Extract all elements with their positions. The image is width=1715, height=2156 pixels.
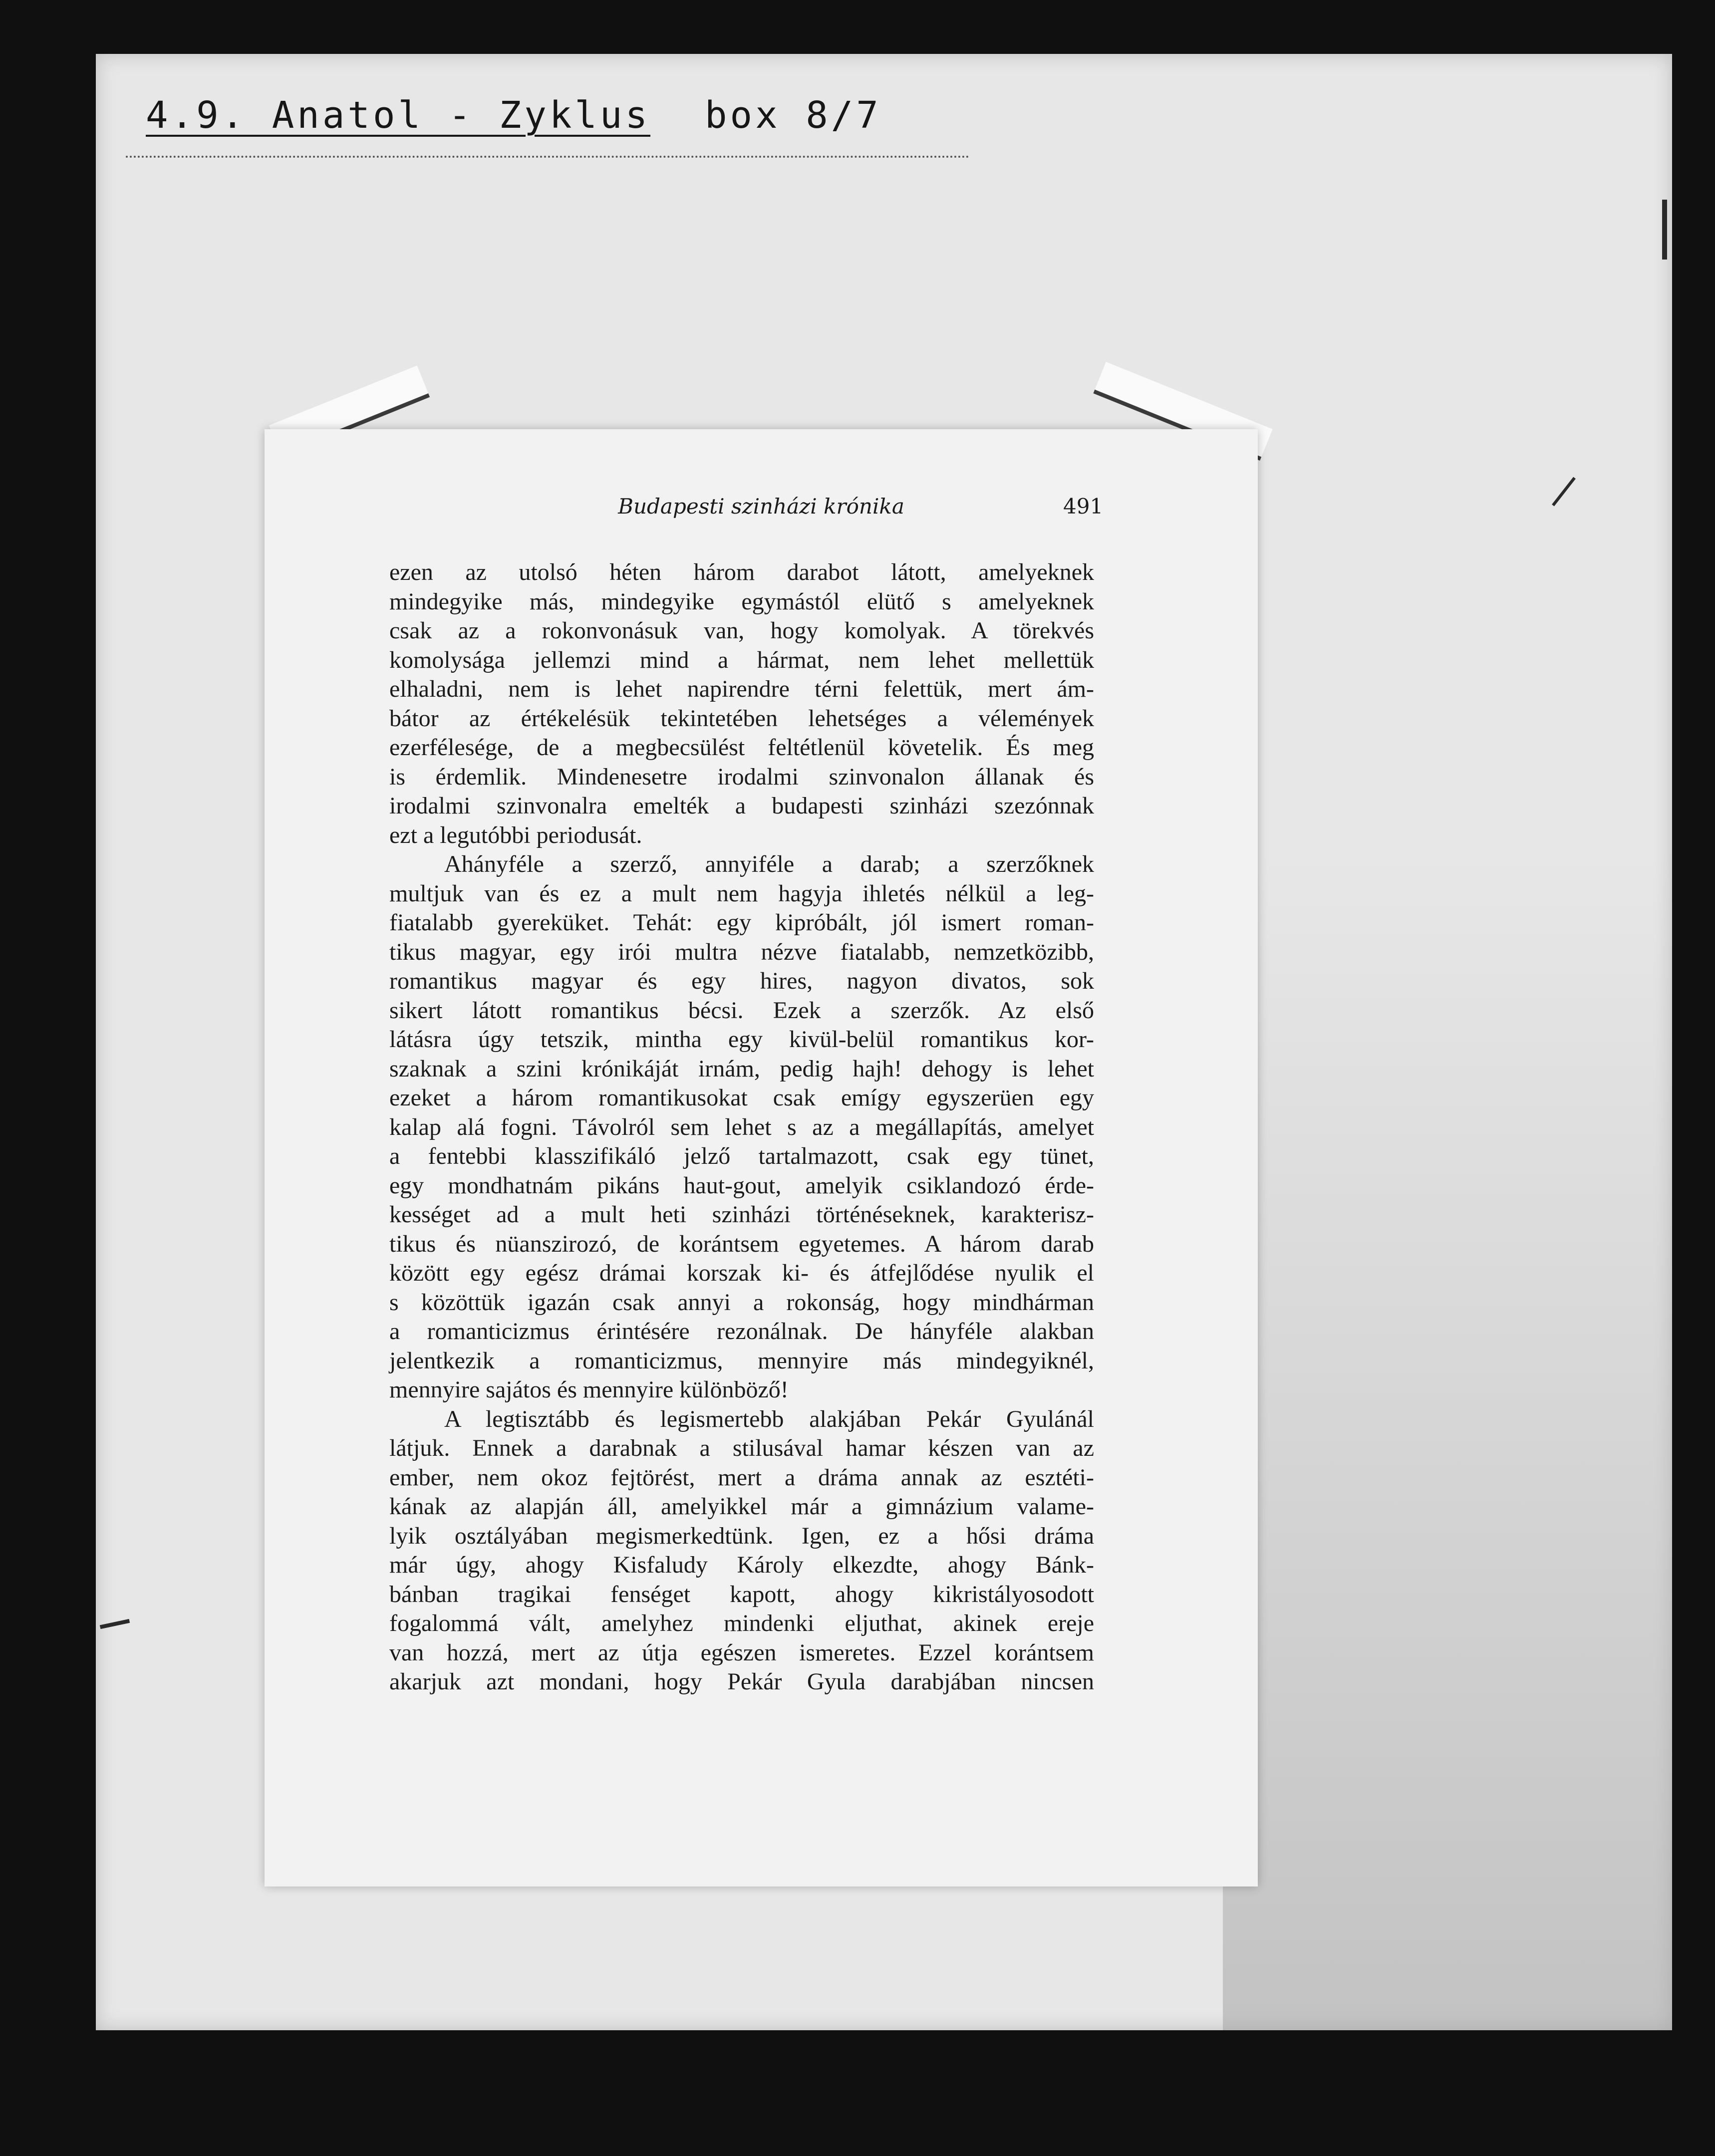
text-line: csak az a rokonvonásuk van, hogy komolyak. A törekvés <box>389 617 1094 644</box>
text-line: tikus és nüanszirozó, de korántsem egyetemes. A három darab <box>389 1230 1094 1257</box>
text-line: irodalmi szinvonalra emelték a budapesti szinházi szezónnak <box>389 793 1094 819</box>
text-line: van hozzá, mert az útja egészen ismeretes. Ezzel korántsem <box>389 1639 1094 1666</box>
archive-title: 4.9. Anatol - Zyklus <box>146 94 651 137</box>
text-line: egy mondhatnám pikáns haut-gout, amelyik csiklandozó érde- <box>389 1172 1094 1199</box>
text-line: sikert látott romantikus bécsi. Ezek a szerzők. Az első <box>389 997 1094 1024</box>
text-line: Ahányféle a szerző, annyiféle a darab; a szerzőknek <box>444 851 1094 877</box>
text-line: is érdemlik. Mindenesetre irodalmi szinvonalon állanak és <box>389 763 1094 790</box>
text-line: ezen az utolsó héten három darabot látott, amelyeknek <box>389 559 1094 585</box>
running-head: Budapesti szinházi krónika <box>618 494 904 519</box>
text-line: ember, nem okoz fejtörést, mert a dráma annak az esztéti- <box>389 1464 1094 1491</box>
text-line: lyik osztályában megismerkedtünk. Igen, ez a hősi dráma <box>389 1522 1094 1549</box>
text-line: s közöttük igazán csak annyi a rokonság, hogy mindhárman <box>389 1289 1094 1316</box>
scan-shading <box>1223 852 1672 2030</box>
body-text <box>389 558 1094 1697</box>
text-line: komolysága jellemzi mind a hármat, nem lehet mellettük <box>389 646 1094 673</box>
text-line: kának az alapján áll, amelyikkel már a gimnázium valame- <box>389 1493 1094 1520</box>
header-divider <box>126 156 969 158</box>
text-line: kességet ad a mult heti szinházi történéseknek, karakterisz- <box>389 1201 1094 1228</box>
text-line: fiatalabb gyereküket. Tehát: egy kipróbált, jól ismert roman- <box>389 909 1094 936</box>
text-line: már úgy, ahogy Kisfaludy Károly elkezdte, ahogy Bánk- <box>389 1552 1094 1578</box>
page-number: 491 <box>1063 494 1104 519</box>
text-line: szaknak a szini krónikáját irnám, pedig hajh! dehogy is lehet <box>389 1055 1094 1082</box>
archive-box-number: box 8/7 <box>705 94 881 137</box>
text-line: ezt a legutóbbi periodusát. <box>389 821 642 848</box>
text-line: a fentebbi klasszifikáló jelző tartalmazott, csak egy tünet, <box>389 1143 1094 1169</box>
text-line: mindegyike más, mindegyike egymástól elütő s amelyeknek <box>389 588 1094 615</box>
text-line: kalap alá fogni. Távolról sem lehet s az a megállapítás, amelyet <box>389 1113 1094 1140</box>
clipped-page <box>265 429 1258 1886</box>
text-line: bátor az értékelésük tekintetében lehetséges a vélemények <box>389 705 1094 732</box>
text-line: látásra úgy tetszik, mintha egy kivül-belül romantikus kor- <box>389 1026 1094 1053</box>
text-line: multjuk van és ez a mult nem hagyja ihletés nélkül a leg- <box>389 880 1094 907</box>
text-line: elhaladni, nem is lehet napirendre térni felettük, mert ám- <box>389 676 1094 702</box>
text-line: romantikus magyar és egy hires, nagyon divatos, sok <box>389 968 1094 994</box>
text-line: jelentkezik a romanticizmus, mennyire más mindegyiknél, <box>389 1347 1094 1374</box>
text-line: látjuk. Ennek a darabnak a stilusával hamar készen van az <box>389 1435 1094 1461</box>
text-line: fogalommá vált, amelyhez mindenki eljuthat, akinek ereje <box>389 1610 1094 1636</box>
text-line: akarjuk azt mondani, hogy Pekár Gyula darabjában nincsen <box>389 1668 1094 1695</box>
text-line: A legtisztább és legismertebb alakjában Pekár Gyulánál <box>444 1405 1094 1432</box>
text-line: a romanticizmus érintésére rezonálnak. De hányféle alakban <box>389 1318 1094 1345</box>
text-line: bánban tragikai fenséget kapott, ahogy kikristályosodott <box>389 1581 1094 1608</box>
scan-artifact <box>1662 200 1667 260</box>
text-line: között egy egész drámai korszak ki- és átfejlődése nyulik el <box>389 1260 1094 1286</box>
text-line: mennyire sajátos és mennyire különböző! <box>389 1376 789 1403</box>
text-line: tikus magyar, egy irói multra nézve fiatalabb, nemzetközibb, <box>389 938 1094 965</box>
text-line: ezerfélesége, de a megbecsülést feltétlenül követelik. És meg <box>389 734 1094 761</box>
text-line: ezeket a három romantikusokat csak emígy egyszerüen egy <box>389 1084 1094 1111</box>
